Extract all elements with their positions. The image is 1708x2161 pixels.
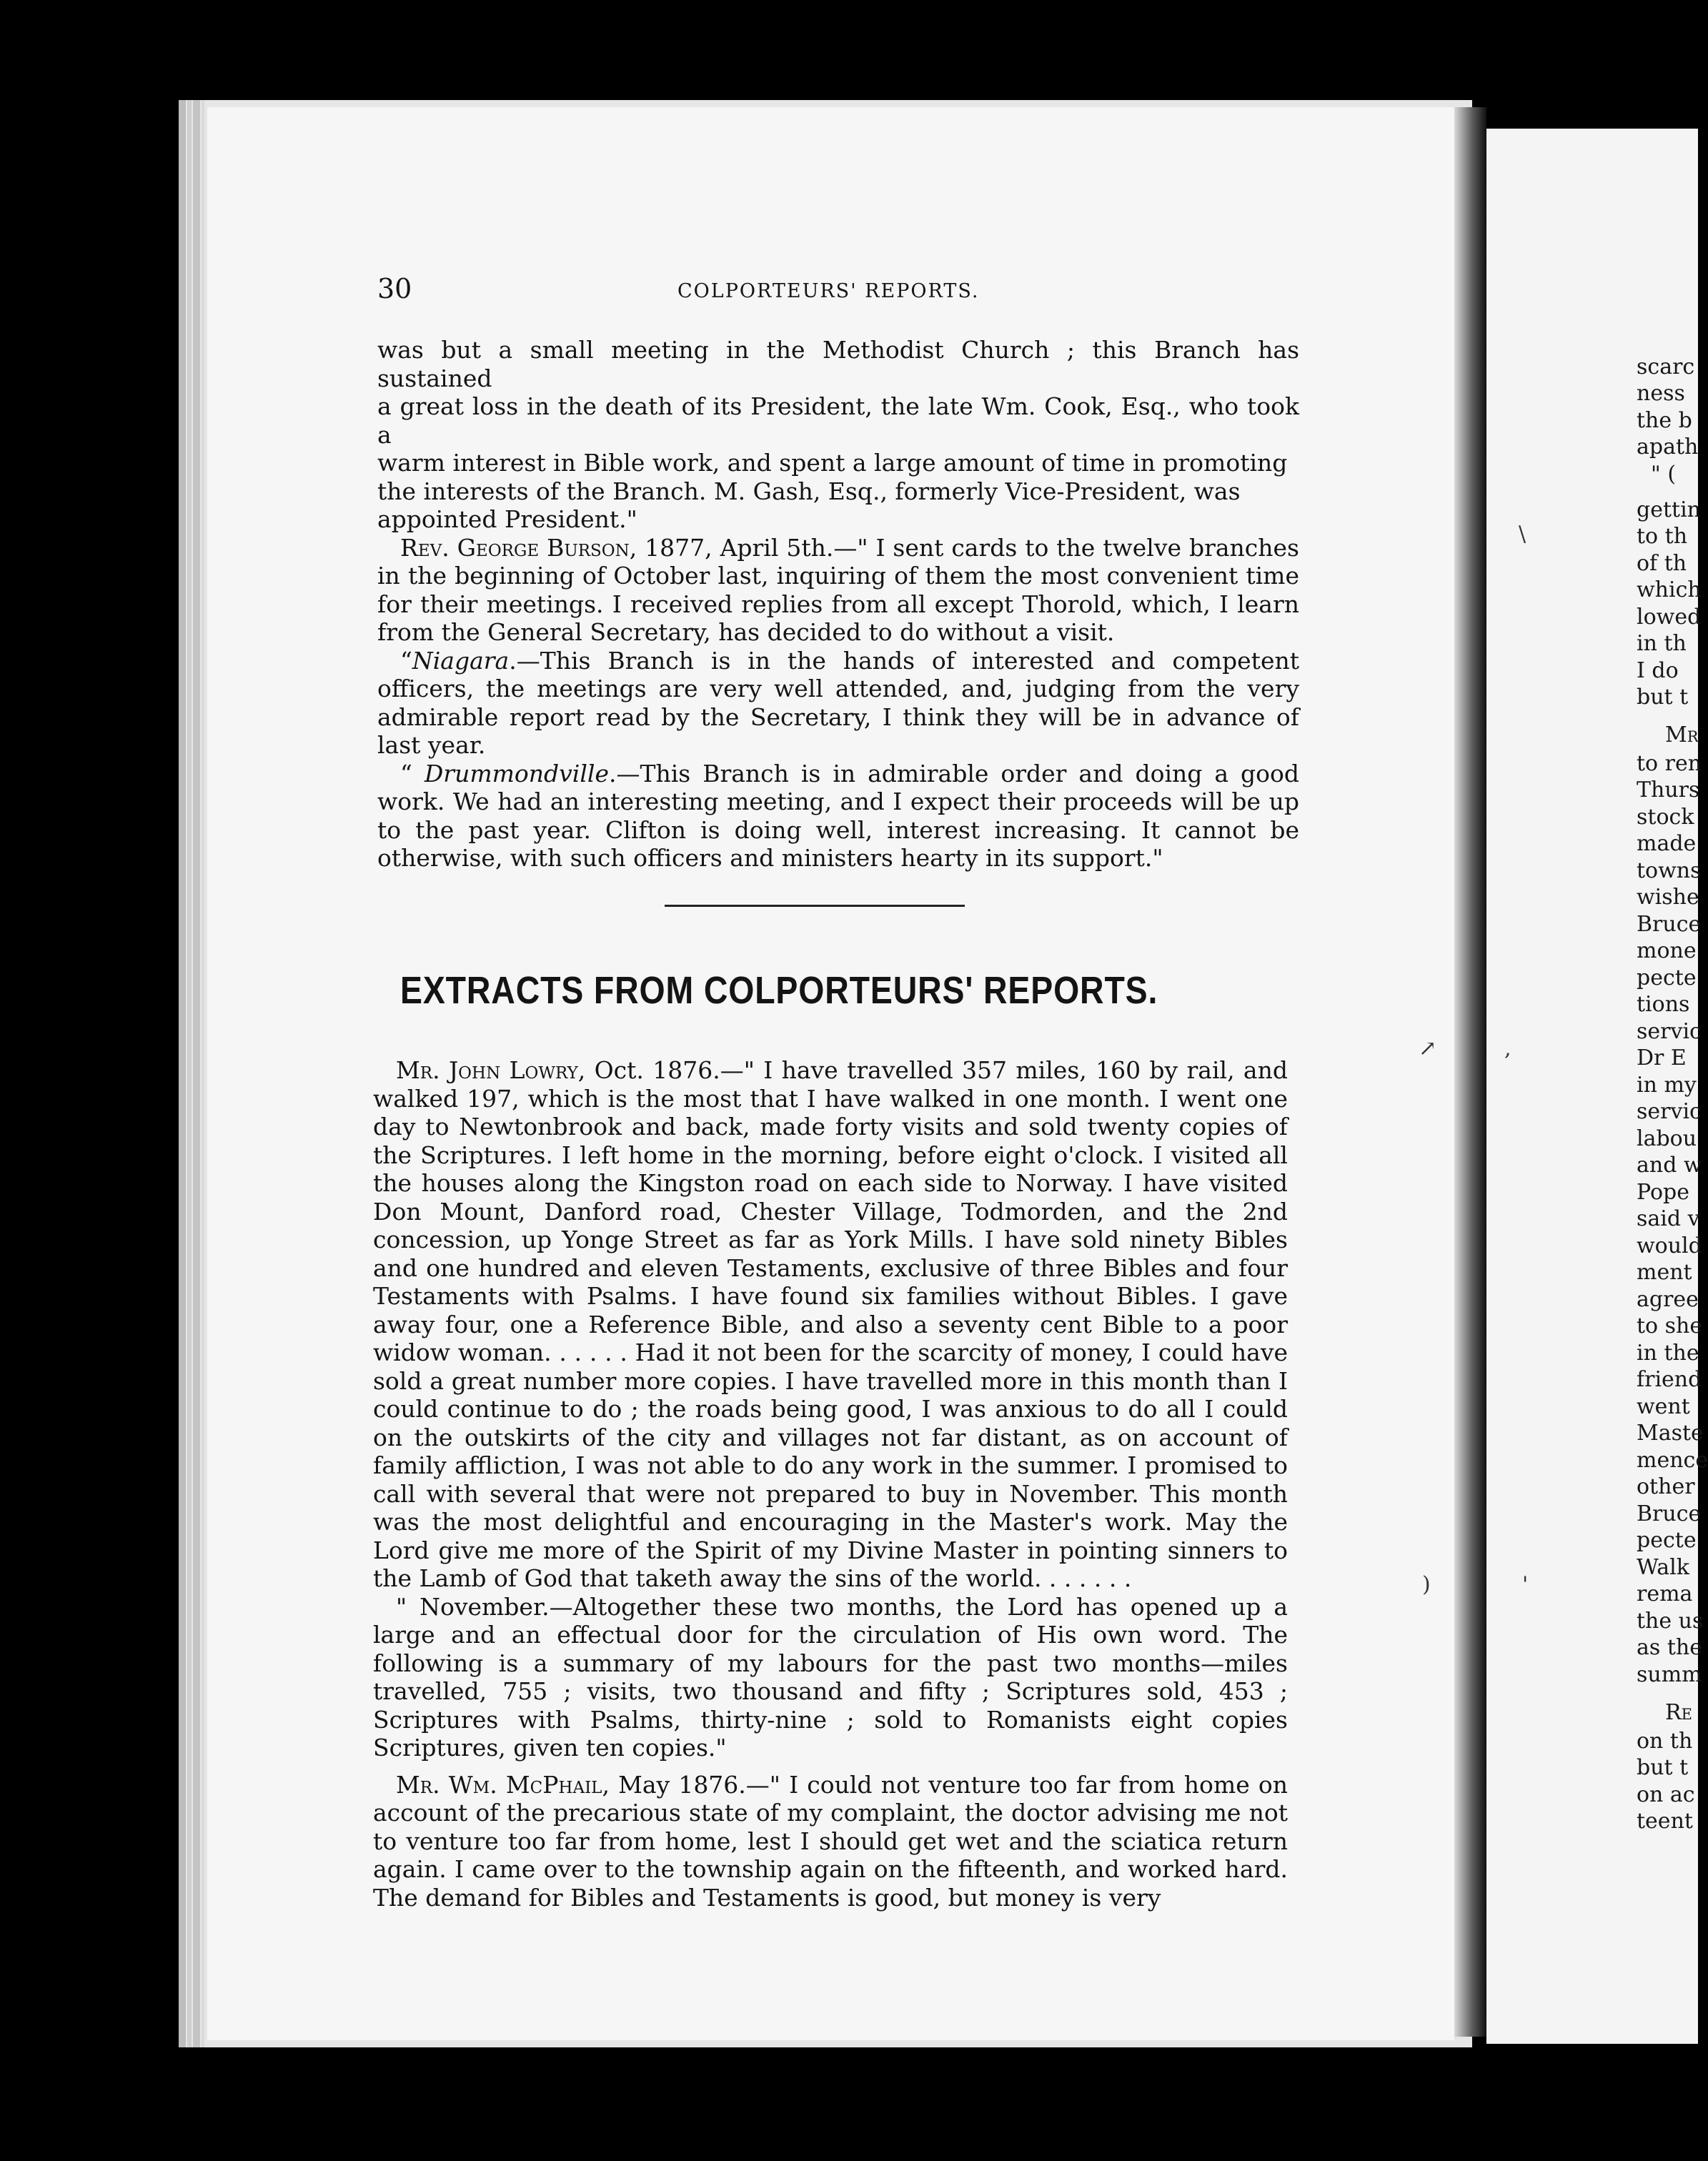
fragment: the b [1637,408,1692,433]
fragment: Mr [1665,722,1699,747]
fragment: scarc [1637,354,1695,379]
fragment: would [1637,1233,1702,1258]
fragment: Bruce [1637,912,1702,937]
text-line: was but a small meeting in the Methodist Church ; this Branch has sustained [377,336,1299,392]
section-title: EXTRACTS FROM COLPORTEURS' REPORTS. [400,969,1158,1012]
text-line: warm interest in Bible work, and spent a large amount of time in promoting [377,449,1288,477]
fragment: summ [1637,1662,1702,1687]
fragment: as the [1637,1635,1702,1660]
lowry-report [373,1056,1288,1593]
fragment: other [1637,1474,1695,1499]
fragment: the us [1637,1609,1704,1634]
fragment: pecte [1637,1528,1697,1553]
report-text: .—This Branch is in the hands of interested and competent officers, the meetings are very well attended, and, judging from the very admirable report read by the Secretary, I think they will be in advance of last year. [377,646,1299,759]
fragment: labou [1637,1126,1697,1151]
fragment: Walk [1637,1555,1689,1580]
fragment: towns [1637,858,1702,883]
fragment: said v [1637,1206,1700,1231]
fragment: on th [1637,1729,1693,1754]
fragment: rema [1637,1581,1693,1606]
report-text: , Oct. 1876.—" I have travelled 357 miles, 160 by rail, and walked 197, which is the most that I have walked in one month. I went one day to Newtonbrook and back, made forty visits and sold twenty copies of the Scriptures. I left home in the morning, before eight o'clock. I visited all the houses along the Kingston road on each side to Norway. I have visited Don Mount, Danford road, Chester Village, Todmorden, and the 2nd concession, up Yonge Street as far as York Mills. I have sold ninety Bibles and one hundred and eleven Testaments, exclusive of three Bibles and four Testaments with Psalms. I have found six families without Bibles. I gave away four, one a Reference Bible, and also a seventy cent Bible to a poor widow woman. . . . . . Had it not been for the scarcity of money, I could have sold a great number more copies. I have travelled more in this month than I could continue to do ; the roads being good, I was anxious to do all I could on the outskirts of the city and villages not far distant, as on account of family affliction, I was not able to do any work in the summer. I promised to call with several that were not prepared to buy in November. This month was the most delightful and encouraging in the Master's work. May the Lord give me more of the Spirit of my Divine Master in pointing sinners to the Lamb of God that taketh away the sins of the world. . . . . . . [373,1056,1288,1592]
fragment: " ( [1651,462,1677,487]
fragment: wishe [1637,885,1699,910]
running-head [377,273,1306,309]
margin-mark: ' [1522,1572,1529,1597]
report-text: .—This Branch is in admirable order and doing a good work. We had an interesting meeting, and I expect their proceeds will be up to the past year. Clifton is doing well, interest increasing. It cannot be otherwise, with such officers and ministers hearty in its support." [377,759,1299,872]
fragment: to th [1637,524,1688,549]
burson-report [377,534,1299,647]
fragment: gettin [1637,497,1701,522]
reporter-name: Mr. John Lowry [396,1056,578,1084]
fragment: Thurs [1637,778,1700,803]
fragment: friend [1637,1367,1702,1392]
fragment: agree [1637,1287,1699,1312]
fragment: Re [1665,1700,1692,1725]
page-edge [193,100,200,2047]
running-head-title: COLPORTEURS' REPORTS. [677,280,980,302]
fragment: Dr E [1637,1045,1687,1070]
fragment: went [1637,1394,1690,1419]
page-edge [202,100,204,2047]
margin-mark: ↗ [1419,1036,1437,1061]
november-paragraph: " November.—Altogether these two months, the Lord has opened up a large and an effectual door for the circulation of His own word. The following is a summary of my labours for the past two months—miles travelled, 755 ; visits, two thousand and fifty ; Scriptures sold, 453 ; Scriptures with Psalms, thirty-nine ; sold to Romanists eight copies Scriptures, given ten copies." [373,1592,1288,1762]
report-text: , May 1876.—" I could not venture too far from home on account of the precarious state of my complaint, the doctor advising me not to venture too far from home, lest I should get wet and the sciatica return again. I came over to the township again on the fifteenth, and worked hard. The demand for Bibles and Testaments is good, but money is very [373,1770,1289,1912]
page-number: 30 [377,273,412,304]
fragment: stock [1637,805,1694,830]
fragment: mone [1637,938,1697,963]
fragment: mence [1637,1448,1708,1473]
fragment: but t [1637,685,1689,710]
fragment: pecte [1637,965,1697,990]
text-line: the interests of the Branch. M. Gash, Esq., formerly Vice-President, was [377,477,1241,505]
text-line: appointed President." [377,505,637,533]
page-edge [187,100,192,2047]
place-name: Niagara [412,646,510,675]
report-text: , 1877, April 5th.—" I sent cards to the twelve branches in the beginning of October last, inquiring of them the most convenient time for their meetings. I received replies from all except Thorold, which, I learn from the General Secretary, has decided to do without a visit. [377,533,1299,646]
niagara-paragraph: “Niagara.—This Branch is in the hands of interested and competent officers, the meetings are very well attended, and, judging from the very admirable report read by the Secretary, I think they will be in advance of last year. [377,646,1299,759]
mcphail-report [373,1771,1288,1912]
fragment: in the [1637,1341,1699,1366]
text-line: a great loss in the death of its President, the late Wm. Cook, Esq., who took a [377,392,1299,449]
extracts-body [373,1056,1288,1912]
fragment: Pope [1637,1180,1689,1205]
continued-report [377,336,1299,873]
fragment: on ac [1637,1782,1695,1807]
fragment: ment [1637,1260,1692,1285]
fragment: I do [1637,658,1679,683]
fragment: servic [1637,1019,1702,1044]
fragment: but t [1637,1755,1689,1780]
margin-mark: \ [1519,522,1526,547]
reporter-name: Rev. George Burson [400,533,630,562]
fragment: teent [1637,1809,1693,1834]
margin-mark: ) [1422,1572,1431,1597]
fragment: and w [1637,1153,1702,1178]
place-name: Drummondville [424,759,609,788]
fragment: Maste [1637,1421,1704,1446]
fragment: to she [1637,1313,1703,1338]
fragment: apath [1637,434,1699,459]
fragment: to ren [1637,751,1702,776]
page-edge [179,100,186,2047]
fragment: servic [1637,1099,1702,1124]
book-gutter [1454,107,1486,2037]
fragment: tions [1637,992,1690,1017]
fragment: ness [1637,381,1685,406]
section-divider [665,905,965,907]
fragment: in my [1637,1073,1697,1098]
reporter-name: Mr. Wm. McPhail [396,1770,602,1799]
drummondville-paragraph: “ Drummondville.—This Branch is in admirable order and doing a good work. We had an interesting meeting, and I expect their proceeds will be up to the past year. Clifton is doing well, interest increasing. It cannot be otherwise, with such officers and ministers hearty in its support." [377,759,1299,872]
fragment: made [1637,831,1697,856]
fragment: of th [1637,551,1687,576]
margin-mark: , [1504,1036,1511,1061]
fragment: which [1637,577,1702,602]
fragment: Bruce [1637,1501,1702,1526]
fragment: in th [1637,631,1687,656]
fragment: lowed [1637,605,1702,630]
